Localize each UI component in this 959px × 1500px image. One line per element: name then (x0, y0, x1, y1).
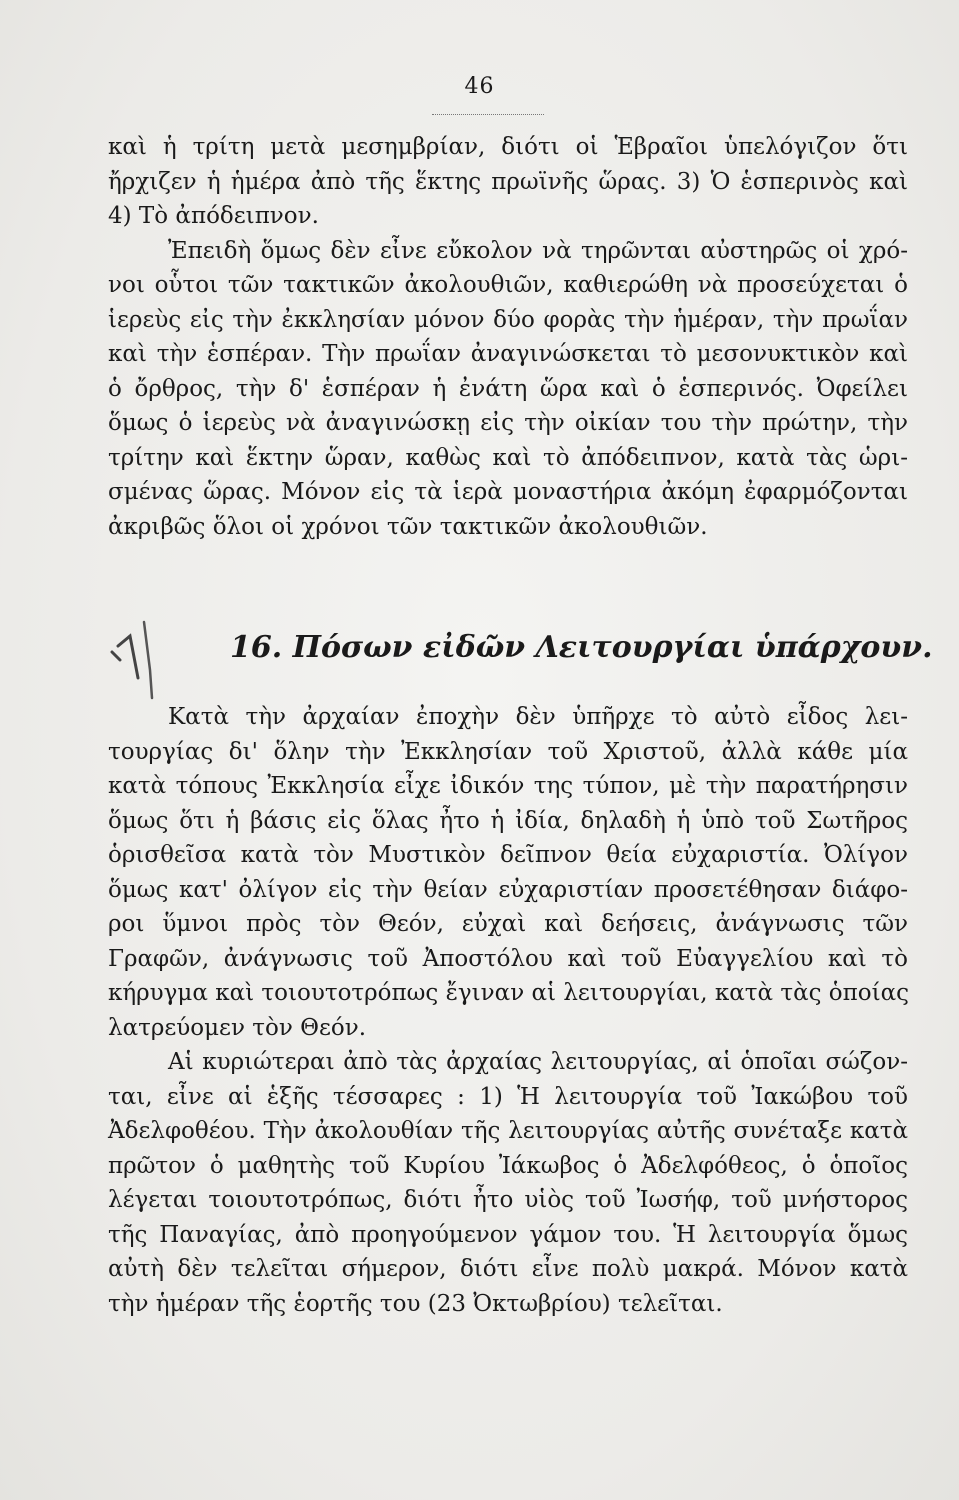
text-line: τουργίας δι' ὅλην τὴν Ἐκκλησίαν τοῦ Χριστοῦ, ἀλλὰ κάθε μία (108, 738, 908, 765)
text-line: ὅμως ὅτι ἡ βάσις εἰς ὅλας ἦτο ἡ ἰδία, δηλαδὴ ἡ ὑπὸ τοῦ Σωτῆρος (108, 807, 908, 834)
text-line: ἤρχιζεν ἡ ἡμέρα ἀπὸ τῆς ἕκτης πρωϊνῆς ὥρας. 3) Ὁ ἑσπερινὸς καὶ (108, 168, 908, 195)
text-line: ὅμως κατ' ὀλίγον εἰς τὴν θείαν εὐχαριστίαν προσετέθησαν διάφο- (108, 876, 908, 903)
text-line: ὅμως ὁ ἱερεὺς νὰ ἀναγινώσκῃ εἰς τὴν οἰκίαν του τὴν πρώτην, τὴν (108, 410, 908, 436)
text-line: ροι ὕμνοι πρὸς τὸν Θεόν, εὐχαὶ καὶ δεήσεις, ἀνάγνωσις τῶν (108, 911, 908, 937)
text-line: σμένας ὥρας. Μόνον εἰς τὰ ἱερὰ μοναστήρια ἀκόμη ἐφαρμόζονται (108, 479, 908, 505)
text-line: ὁ ὄρθρος, τὴν δ' ἑσπέραν ἡ ἐνάτη ὥρα καὶ ὁ ἑσπερινός. Ὀφείλει (108, 375, 908, 402)
text-line: κατὰ τόπους Ἐκκλησία εἶχε ἰδικόν της τύπον, μὲ τὴν παρατήρησιν (108, 773, 908, 799)
page-number: 46 (464, 74, 495, 99)
text-line: λέγεται τοιουτοτρόπως, διότι ἦτο υἱὸς τοῦ Ἰωσήφ, τοῦ μνήστορος (108, 1187, 908, 1213)
text-lower (108, 700, 908, 1321)
text-line: πρῶτον ὁ μαθητὴς τοῦ Κυρίου Ἰάκωβος ὁ Ἀδελφόθεος, ὁ ὁποῖος (108, 1152, 908, 1179)
text-upper (108, 130, 908, 544)
text-line: Αἱ κυριώτεραι ἀπὸ τὰς ἀρχαίας λειτουργίας, αἱ ὁποῖαι σώζον- (168, 1049, 908, 1075)
text-line: ὁρισθεῖσα κατὰ τὸν Μυστικὸν δεῖπνον θεία εὐχαριστία. Ὀλίγον (108, 842, 908, 868)
text-line: Κατὰ τὴν ἀρχαίαν ἐποχὴν δὲν ὑπῆρχε τὸ αὐτὸ εἶδος λει- (168, 704, 908, 730)
text-line: λατρεύομεν τὸν Θεόν. (108, 1014, 367, 1041)
text-line: 4) Τὸ ἀπόδειπνον. (108, 203, 319, 229)
text-line: τὴν ἡμέραν τῆς ἑορτῆς του (23 Ὀκτωβρίου) τελεῖται. (108, 1290, 723, 1317)
page-number-rule (432, 114, 544, 115)
paragraph (108, 1045, 908, 1321)
text-line: Γραφῶν, ἀνάγνωσις τοῦ Ἀποστόλου καὶ τοῦ Εὐαγγελίου καὶ τὸ (108, 945, 908, 972)
text-line: ἀκριβῶς ὅλοι οἱ χρόνοι τῶν τακτικῶν ἀκολουθιῶν. (108, 513, 708, 540)
text-line: κήρυγμα καὶ τοιουτοτρόπως ἔγιναν αἱ λειτουργίαι, κατὰ τὰς ὁποίας (108, 980, 910, 1006)
text-line: ἱερεὺς εἰς τὴν ἐκκλησίαν μόνον δύο φορὰς τὴν ἡμέραν, τὴν πρωΐαν (108, 306, 908, 333)
handwritten-margin-mark (104, 612, 174, 704)
text-line: τῆς Παναγίας, ἀπὸ προηγούμενον γάμον του. Ἡ λειτουργία ὅμως (108, 1221, 908, 1248)
text-line: νοι οὗτοι τῶν τακτικῶν ἀκολουθιῶν, καθιερώθη νὰ προσεύχεται ὁ (108, 272, 908, 298)
section-heading: 16. Πόσων εἰδῶν Λειτουργίαι ὑπάρχουν. (230, 630, 933, 665)
text-line: Ἐπειδὴ ὅμως δὲν εἶνε εὔκολον νὰ τηρῶνται αὐστηρῶς οἱ χρό- (168, 237, 908, 264)
text-line: Ἀδελφοθέου. Τὴν ἀκολουθίαν τῆς λειτουργίας αὐτῆς συνέταξε κατὰ (108, 1118, 908, 1144)
text-line: αὐτὴ δὲν τελεῖται σήμερον, διότι εἶνε πολὺ μακρά. Μόνον κατὰ (108, 1256, 908, 1282)
text-line: ται, εἶνε αἱ ἑξῆς τέσσαρες : 1) Ἡ λειτουργία τοῦ Ἰακώβου τοῦ (108, 1083, 908, 1110)
paragraph (108, 700, 908, 1045)
text-line: καὶ τὴν ἑσπέραν. Τὴν πρωΐαν ἀναγινώσκεται τὸ μεσονυκτικὸν καὶ (108, 341, 908, 367)
text-line: τρίτην καὶ ἕκτην ὥραν, καθὼς καὶ τὸ ἀπόδειπνον, κατὰ τὰς ὡρι- (108, 444, 908, 471)
text-line: καὶ ἡ τρίτη μετὰ μεσημβρίαν, διότι οἱ Ἑβραῖοι ὑπελόγιζον ὅτι (108, 134, 908, 160)
paragraph (108, 130, 908, 234)
paragraph (108, 234, 908, 545)
